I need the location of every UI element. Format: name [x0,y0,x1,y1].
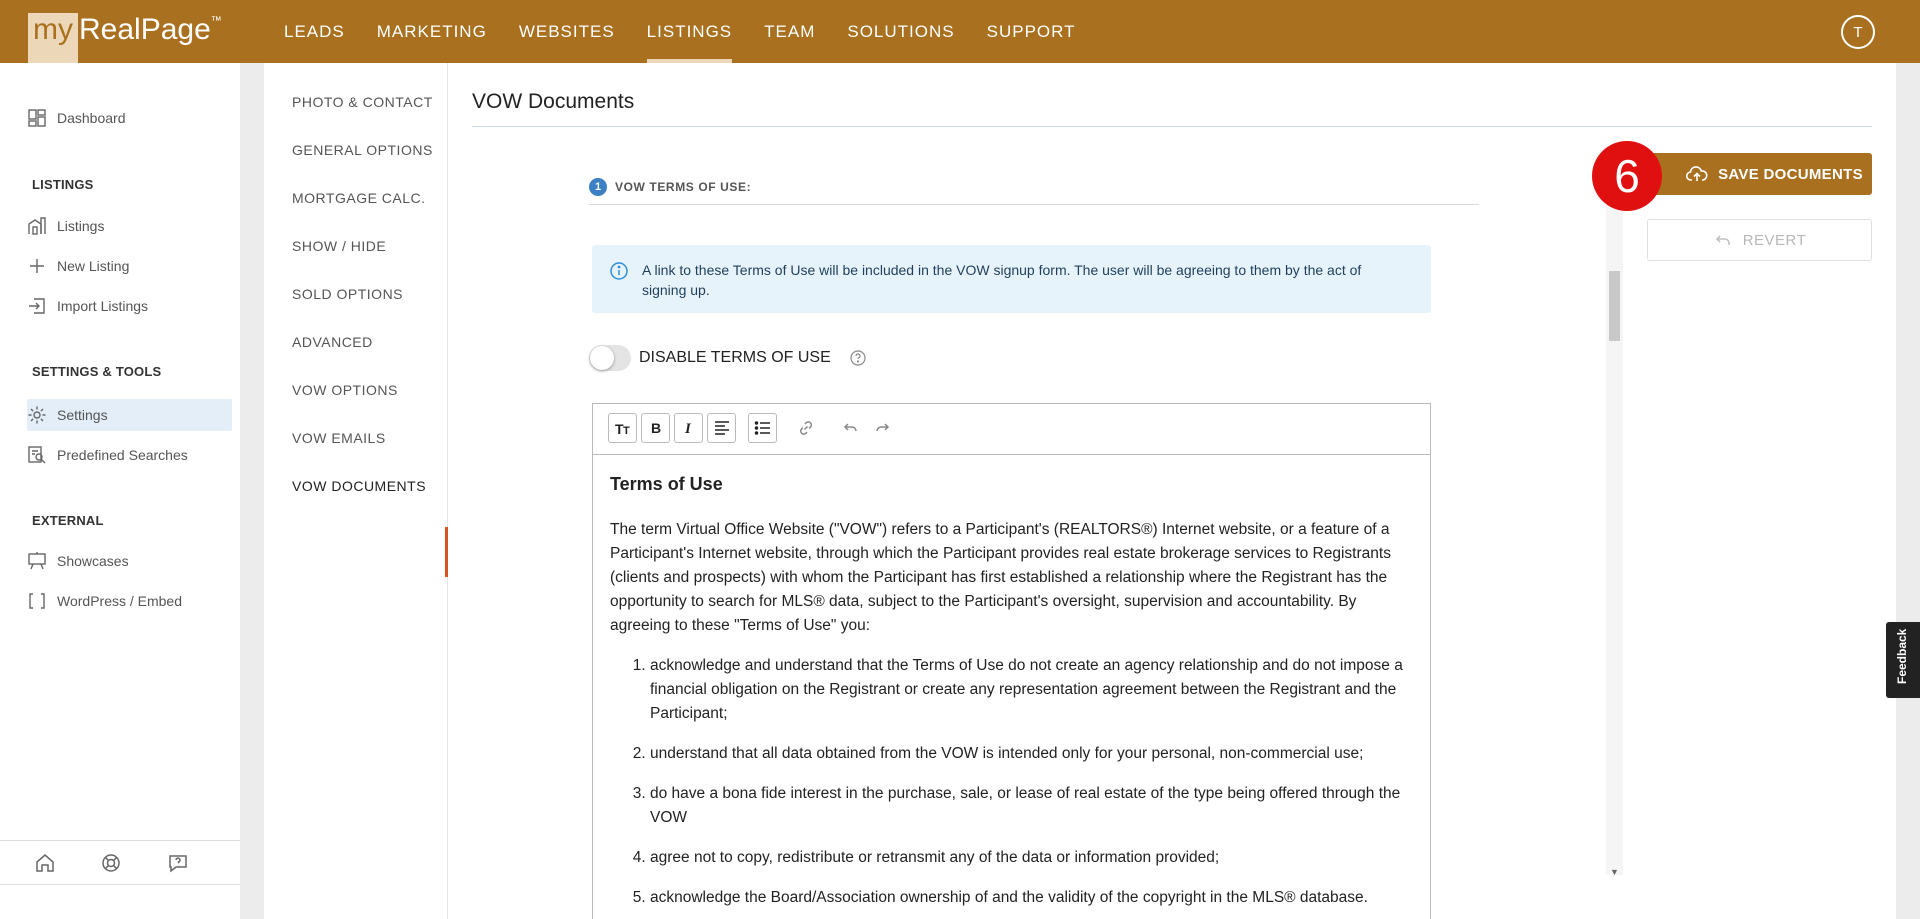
svg-text:T: T [614,421,624,437]
save-documents-button[interactable] [1647,153,1872,195]
svg-text:I: I [684,421,691,437]
redo-button[interactable] [868,413,897,443]
submenu-general-options[interactable]: GENERAL OPTIONS [292,142,433,158]
top-navigation-bar [0,0,1920,63]
submenu-vow-options[interactable]: VOW OPTIONS [292,382,398,398]
user-avatar[interactable]: T [1841,15,1875,49]
submenu-show-hide[interactable]: SHOW / HIDE [292,238,387,254]
undo-icon [1713,230,1733,250]
feedback-label: Feedback [1895,628,1909,684]
submenu-sold-options[interactable]: SOLD OPTIONS [292,286,404,302]
terms-list [610,654,1420,910]
disable-terms-label: DISABLE TERMS OF USE [639,349,831,366]
step-divider [589,204,1479,205]
myrealpage-logo[interactable] [28,13,222,63]
sidebar-item-showcases[interactable] [27,545,232,577]
logo-my: my [33,13,73,46]
step-label: VOW TERMS OF USE: [615,180,752,194]
brackets-icon [27,591,47,611]
disable-terms-toggle[interactable] [589,345,631,371]
svg-text:B: B [650,420,661,436]
nav-marketing[interactable]: MARKETING [376,21,487,41]
svg-text:T: T [622,425,630,437]
undo-button[interactable] [835,413,864,443]
submenu-vow-documents[interactable]: VOW DOCUMENTS [292,478,427,494]
content-scrollbar[interactable] [1606,175,1623,875]
bold-button[interactable] [641,413,670,443]
nav-team[interactable]: TEAM [764,21,816,41]
nav-websites[interactable]: WEBSITES [518,21,615,41]
submenu-advanced[interactable]: ADVANCED [292,334,373,350]
redo-icon [874,419,892,437]
chat-help-icon[interactable] [167,852,189,874]
align-button[interactable] [707,413,736,443]
font-size-button[interactable] [608,413,637,443]
submenu-photo-contact[interactable]: PHOTO & CONTACT [292,94,433,110]
plus-icon [27,256,47,276]
scroll-down-arrow[interactable]: ▼ [1610,867,1619,877]
page-title: VOW Documents [472,90,635,113]
nav-listings[interactable]: LISTINGS [631,0,748,63]
info-icon [609,261,629,281]
editor-content[interactable] [610,472,1420,919]
disable-terms-row [589,345,867,371]
sidebar-item-predefined-searches[interactable] [27,439,232,471]
annotation-step-badge: 6 [1592,141,1662,211]
step-number-badge: 1 [589,178,607,196]
buildings-icon [27,216,47,236]
sidebar-item-label: Predefined Searches [57,447,188,463]
sidebar-item-label: Showcases [57,553,129,569]
text-size-icon [614,419,632,437]
list-item: 1. acknowledge and understand that the Terms of Use do not create an agency relationship and do not impose a financial obligation on the Registrant or create any representation agreement between the Registrant and the Participant; [650,654,1420,726]
saved-search-icon [27,445,47,465]
nav-leads[interactable]: LEADS [284,21,345,41]
submenu-mortgage-calc[interactable]: MORTGAGE CALC. [292,190,426,206]
undo-icon [841,419,859,437]
left-sidebar [0,63,240,919]
settings-submenu [264,63,448,919]
sidebar-item-settings[interactable] [27,399,232,431]
save-documents-label: SAVE DOCUMENTS [1718,165,1863,183]
sidebar-item-listings[interactable] [27,210,232,242]
logo-box [28,13,78,63]
sidebar-item-label: Settings [57,407,108,423]
sidebar-item-label: New Listing [57,258,130,274]
easel-icon [27,551,47,571]
cloud-upload-icon [1686,163,1708,185]
revert-label: REVERT [1742,231,1807,249]
sidebar-item-label: Import Listings [57,298,149,314]
document-intro: The term Virtual Office Website ("VOW") refers to a Participant's (REALTORS®) Internet website, or a feature of a Participant's Internet website, through which the Participant provides real estate brokerage services to Registrants (clients and prospects) with whom the Participant has first established a relationship where the Registrant has the opportunity to search for MLS® data, subject to the Participant's oversight, supervision and accountability. By agreeing to these "Terms of Use" you: [610,521,1391,634]
title-divider [472,126,1872,127]
italic-icon [680,419,698,437]
list-item: 4. agree not to copy, redistribute or retransmit any of the data or information provided; [650,846,1420,870]
revert-button[interactable] [1647,219,1872,261]
sidebar-item-wordpress-embed[interactable] [27,585,232,617]
link-button[interactable] [791,413,820,443]
step-header [589,178,751,196]
scrollbar-thumb[interactable] [1609,271,1620,341]
home-icon[interactable] [34,852,56,874]
sidebar-item-new-listing[interactable] [27,250,232,282]
feedback-tab[interactable] [1886,622,1920,698]
editor-toolbar [593,404,1430,455]
sidebar-item-label: Listings [57,218,105,234]
list-item: 3. do have a bona fide interest in the purchase, sale, or lease of real estate of the type being offered through the VOW [650,782,1420,830]
document-heading: Terms of Use [610,474,723,494]
list-item: 5. acknowledge the Board/Association ownership of and the validity of the copyright in the MLS® database. [650,886,1420,910]
ordered-list-button[interactable] [748,413,777,443]
main-nav [268,0,1092,63]
list-icon [754,419,772,437]
sidebar-item-dashboard[interactable] [27,102,232,134]
info-alert-text: A link to these Terms of Use will be included in the VOW signup form. The user will be agreeing to them by the act of signing up. [642,262,1362,298]
gear-icon [27,405,47,425]
sidebar-heading-listings: LISTINGS [32,177,94,192]
align-left-icon [713,419,731,437]
logo-name: RealPage [79,13,211,46]
sidebar-item-import-listings[interactable] [27,290,232,322]
submenu-vow-emails[interactable]: VOW EMAILS [292,430,386,446]
italic-button[interactable] [674,413,703,443]
sidebar-footer-icons [0,840,240,885]
bold-icon [647,419,665,437]
nav-solutions[interactable]: SOLUTIONS [847,21,955,41]
dashboard-icon [27,108,47,128]
sidebar-heading-settings-tools: SETTINGS & TOOLS [32,364,162,379]
info-alert [592,245,1431,313]
nav-support[interactable]: SUPPORT [986,21,1076,41]
list-item: 2. understand that all data obtained from the VOW is intended only for your personal, non-commercial use; [650,742,1420,766]
sidebar-heading-external: EXTERNAL [32,513,104,528]
help-icon[interactable] [849,349,867,367]
logo-trademark: ™ [210,15,222,27]
main-content [448,63,1896,919]
link-icon [797,419,815,437]
rich-text-editor[interactable] [592,403,1431,919]
lifebuoy-icon[interactable] [100,852,122,874]
sidebar-item-label: Dashboard [57,110,126,126]
sidebar-item-label: WordPress / Embed [57,593,183,609]
right-gutter [1896,63,1920,919]
import-icon [27,296,47,316]
